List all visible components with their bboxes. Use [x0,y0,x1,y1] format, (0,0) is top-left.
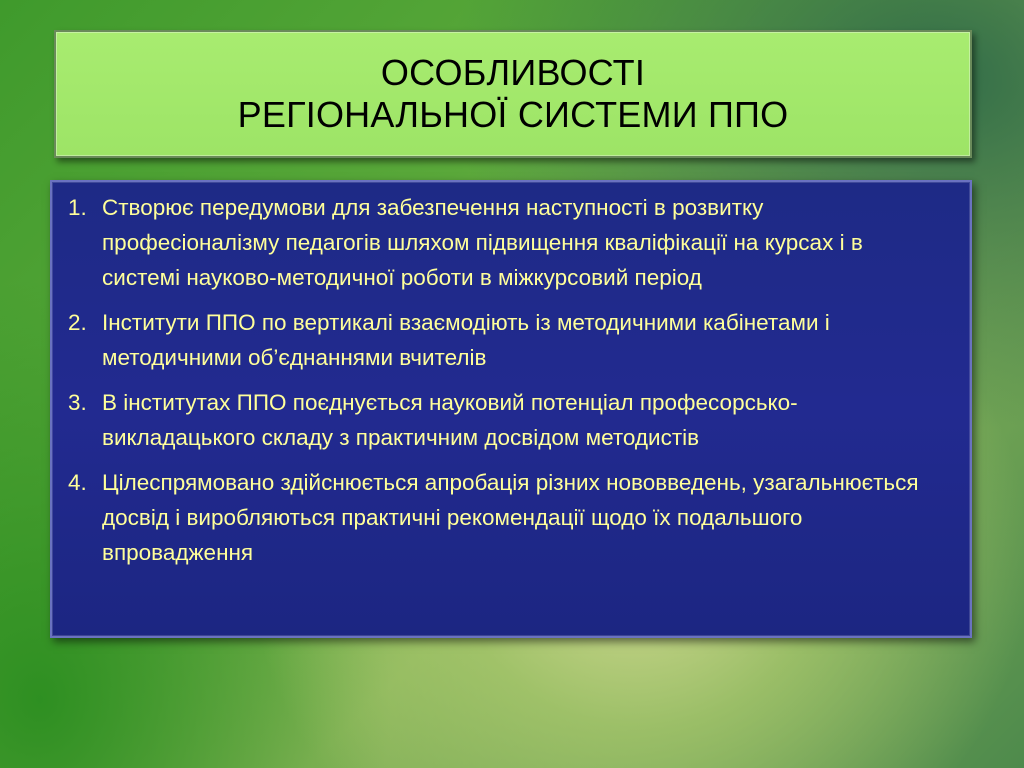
list-item-number: 2. [68,310,87,335]
list-item [68,465,946,570]
list-item-text: Інститути ППО по вертикалі взаємодіють із методичними кабінетами і методичними об’єднаннями вчителів [102,310,830,370]
slide-title-line-1: ОСОБЛИВОСТІ [380,52,646,93]
list-item [68,385,946,455]
list-item-text: В інститутах ППО поєднується науковий потенціал професорсько-викладацького складу з практичним досвідом методистів [102,390,798,450]
slide-title-box [54,30,972,158]
list-item-number: 1. [68,195,87,220]
list-item-number: 4. [68,470,87,495]
list-item-text: Цілеспрямовано здійснюється апробація різних нововведень, узагальнюється досвід і виробляються практичні рекомендації щодо їх подальшого впровадження [102,470,919,565]
list-item-text: Створює передумови для забезпечення наступності в розвитку професіоналізму педагогів шляхом підвищення кваліфікації на курсах і в системі науково-методичної роботи в міжкурсовий період [102,195,863,290]
slide-content-box [50,180,972,638]
list-item [68,190,946,295]
slide-title-line-2: РЕГІОНАЛЬНОЇ СИСТЕМИ ППО [237,94,789,135]
list-item-number: 3. [68,390,87,415]
list-item [68,305,946,375]
